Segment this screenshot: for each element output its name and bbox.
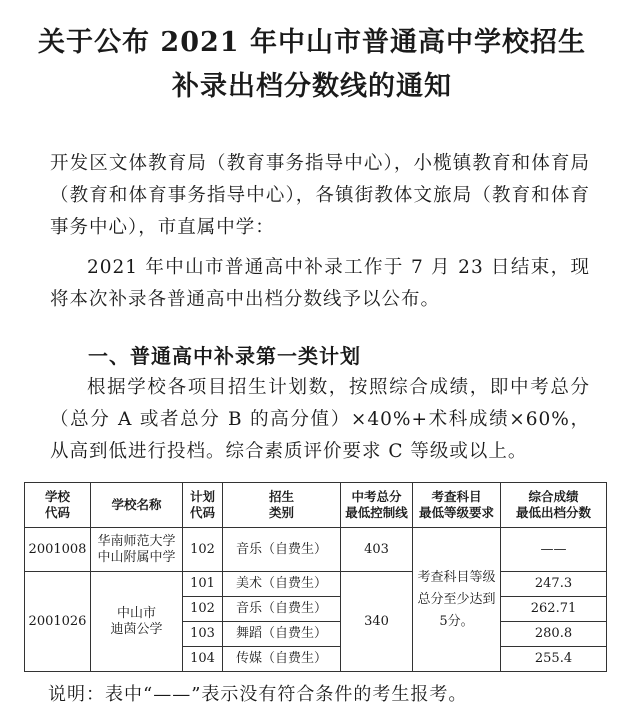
category-cell: 音乐（自费生） [223,597,341,622]
header-plan-code: 计划 代码 [183,483,223,528]
min-total-cell: 255.4 [501,647,607,672]
plan-code-cell: 102 [183,597,223,622]
table-header-row [25,483,607,528]
table-row [25,572,607,597]
school-code-cell: 2001026 [25,572,91,672]
header-category: 招生 类别 [223,483,341,528]
table-note: 说明：表中“——”表示没有符合条件的考生报考。 [48,684,468,705]
intro-paragraph: 2021 年中山市普通高中补录工作于 7 月 23 日结束，现将本次补录各普通高中出档分数线予以公布。 [50,257,590,310]
category-cell: 舞蹈（自费生） [223,622,341,647]
min-total-cell: 247.3 [501,572,607,597]
section-body-paragraph: 根据学校各项目招生计划数，按照综合成绩，即中考总分（总分 A 或者总分 B 的高分值）×40%+术科成绩×60%，从高到低进行投档。综合素质评价要求 C 等级或以上。 [50,377,590,462]
plan-code-cell: 102 [183,528,223,572]
category-cell: 美术（自费生） [223,572,341,597]
min-score-cell: 403 [341,528,413,572]
table-row [25,528,607,572]
category-cell: 传媒（自费生） [223,647,341,672]
header-min-total: 综合成绩 最低出档分数 [501,483,607,528]
score-table [24,482,607,672]
document-title-line1: 关于公布 2021 年中山市普通高中学校招生 [38,27,586,58]
min-total-cell: 262.71 [501,597,607,622]
section-heading: 一、普通高中补录第一类计划 [88,344,361,368]
header-school-code: 学校 代码 [25,483,91,528]
header-subject-requirement: 考查科目 最低等级要求 [413,483,501,528]
plan-code-cell: 101 [183,572,223,597]
header-school-name: 学校名称 [91,483,183,528]
min-total-cell: —— [501,528,607,572]
school-code-cell: 2001008 [25,528,91,572]
school-name-cell: 华南师范大学 中山附属中学 [91,528,183,572]
min-total-cell: 280.8 [501,622,607,647]
category-cell: 音乐（自费生） [223,528,341,572]
min-score-cell: 340 [341,572,413,672]
plan-code-cell: 103 [183,622,223,647]
subject-requirement-cell: 考查科目等级总分至少达到5分。 [413,528,501,672]
school-name-cell: 中山市 迪茵公学 [91,572,183,672]
addressee-paragraph: 开发区文体教育局（教育事务指导中心），小榄镇教育和体育局（教育和体育事务指导中心），各镇街教体文旅局（教育和体育事务中心），市直属中学： [50,153,590,238]
document-title-line2: 补录出档分数线的通知 [172,71,452,102]
header-min-score: 中考总分 最低控制线 [341,483,413,528]
plan-code-cell: 104 [183,647,223,672]
